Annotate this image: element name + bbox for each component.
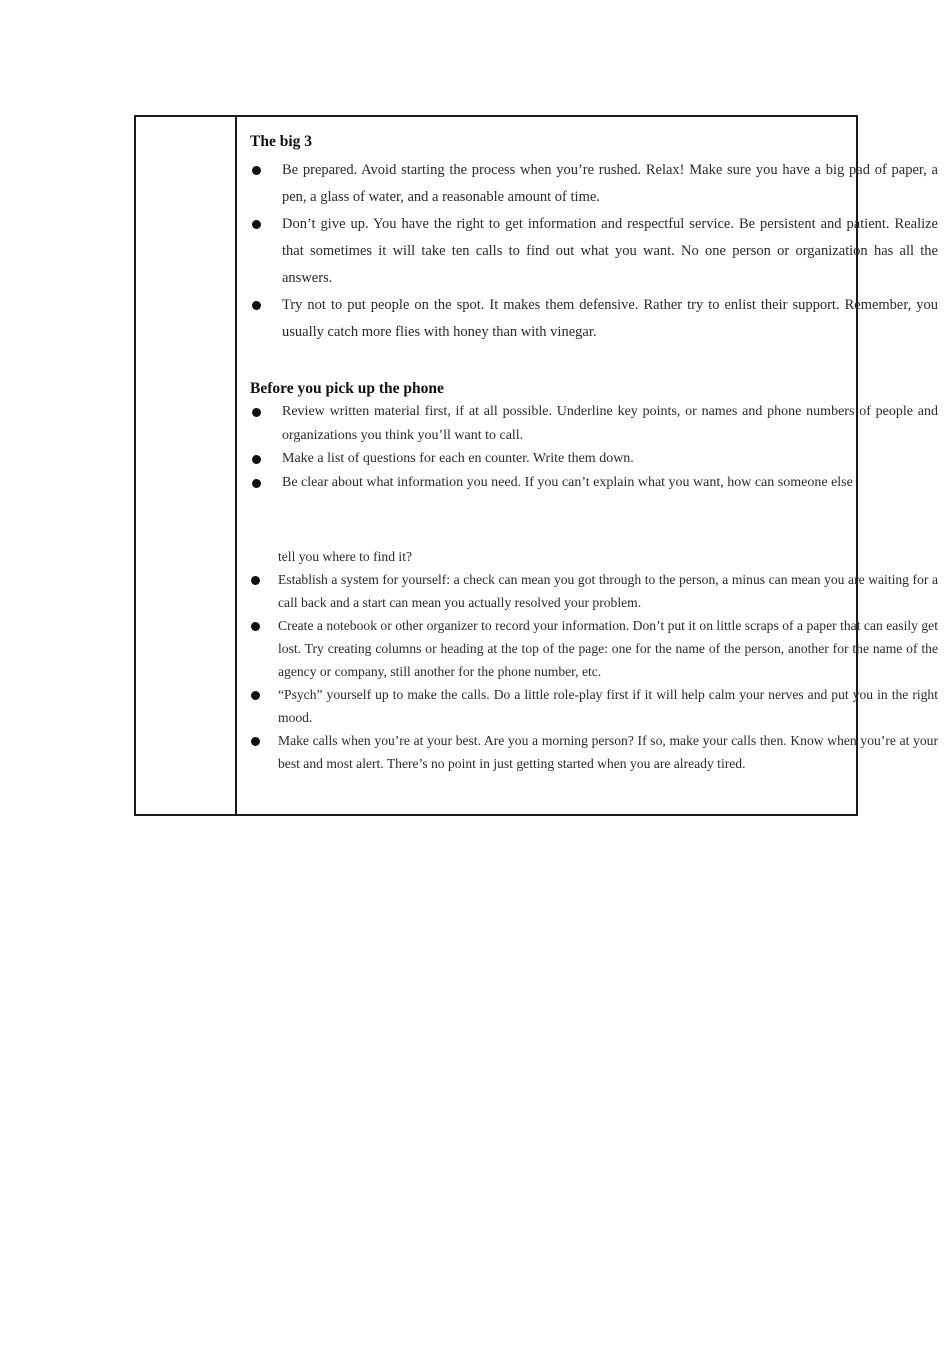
bullet-icon <box>251 737 260 746</box>
list-item: Review written material first, if at all possible. Underline key points, or names and phone numbers of people and organizations you think you’ll want to call. <box>250 400 938 447</box>
bullet-icon <box>251 691 260 700</box>
bullet-icon <box>252 479 261 488</box>
bullet-icon <box>252 301 261 310</box>
section-heading-big-3: The big 3 <box>250 133 313 150</box>
section-heading-before-phone: Before you pick up the phone <box>250 380 444 397</box>
bullet-icon <box>252 220 261 229</box>
column-divider <box>235 117 237 814</box>
section-the-big-3 <box>250 133 938 346</box>
big-3-list <box>250 157 938 346</box>
bullet-icon <box>252 408 261 417</box>
section-continued <box>250 545 938 775</box>
list-item: Establish a system for yourself: a check can mean you got through to the person, a minus can mean you are waiting for a call back and a start can mean you actually resolved your problem. <box>278 568 938 614</box>
continuation-text: tell you where to find it? <box>278 549 413 564</box>
continued-list <box>278 568 938 775</box>
list-item: “Psych” yourself up to make the calls. Do a little role-play first if it will help calm your nerves and put you in the right mood. <box>278 683 938 729</box>
list-item: Create a notebook or other organizer to record your information. Don’t put it on little scraps of a paper that can easily get lost. Try creating columns or heading at the top of the page: one for the name of the person, another for the name of the agency or company, still another for the phone number, etc. <box>278 614 938 683</box>
list-item: Be clear about what information you need. If you can’t explain what you want, how can someone else <box>250 471 938 495</box>
table-content-cell <box>250 133 938 775</box>
list-item: Make calls when you’re at your best. Are you a morning person? If so, make your calls then. Know when you’re at your best and most alert. There’s no point in just getting started when you are already tired. <box>278 729 938 775</box>
section-before-phone <box>250 380 938 494</box>
bullet-icon <box>252 166 261 175</box>
bullet-icon <box>251 576 260 585</box>
before-phone-list <box>250 400 938 494</box>
list-item: Try not to put people on the spot. It makes them defensive. Rather try to enlist their support. Remember, you usually catch more flies with honey than with vinegar. <box>250 292 938 346</box>
bullet-icon <box>252 455 261 464</box>
list-item: Don’t give up. You have the right to get information and respectful service. Be persistent and patient. Realize that sometimes it will take ten calls to find out what you want. No one person or organization has all the answers. <box>250 211 938 292</box>
bullet-icon <box>251 622 260 631</box>
list-item: Make a list of questions for each en counter. Write them down. <box>250 447 938 471</box>
list-item: Be prepared. Avoid starting the process when you’re rushed. Relax! Make sure you have a big pad of paper, a pen, a glass of water, and a reasonable amount of time. <box>250 157 938 211</box>
